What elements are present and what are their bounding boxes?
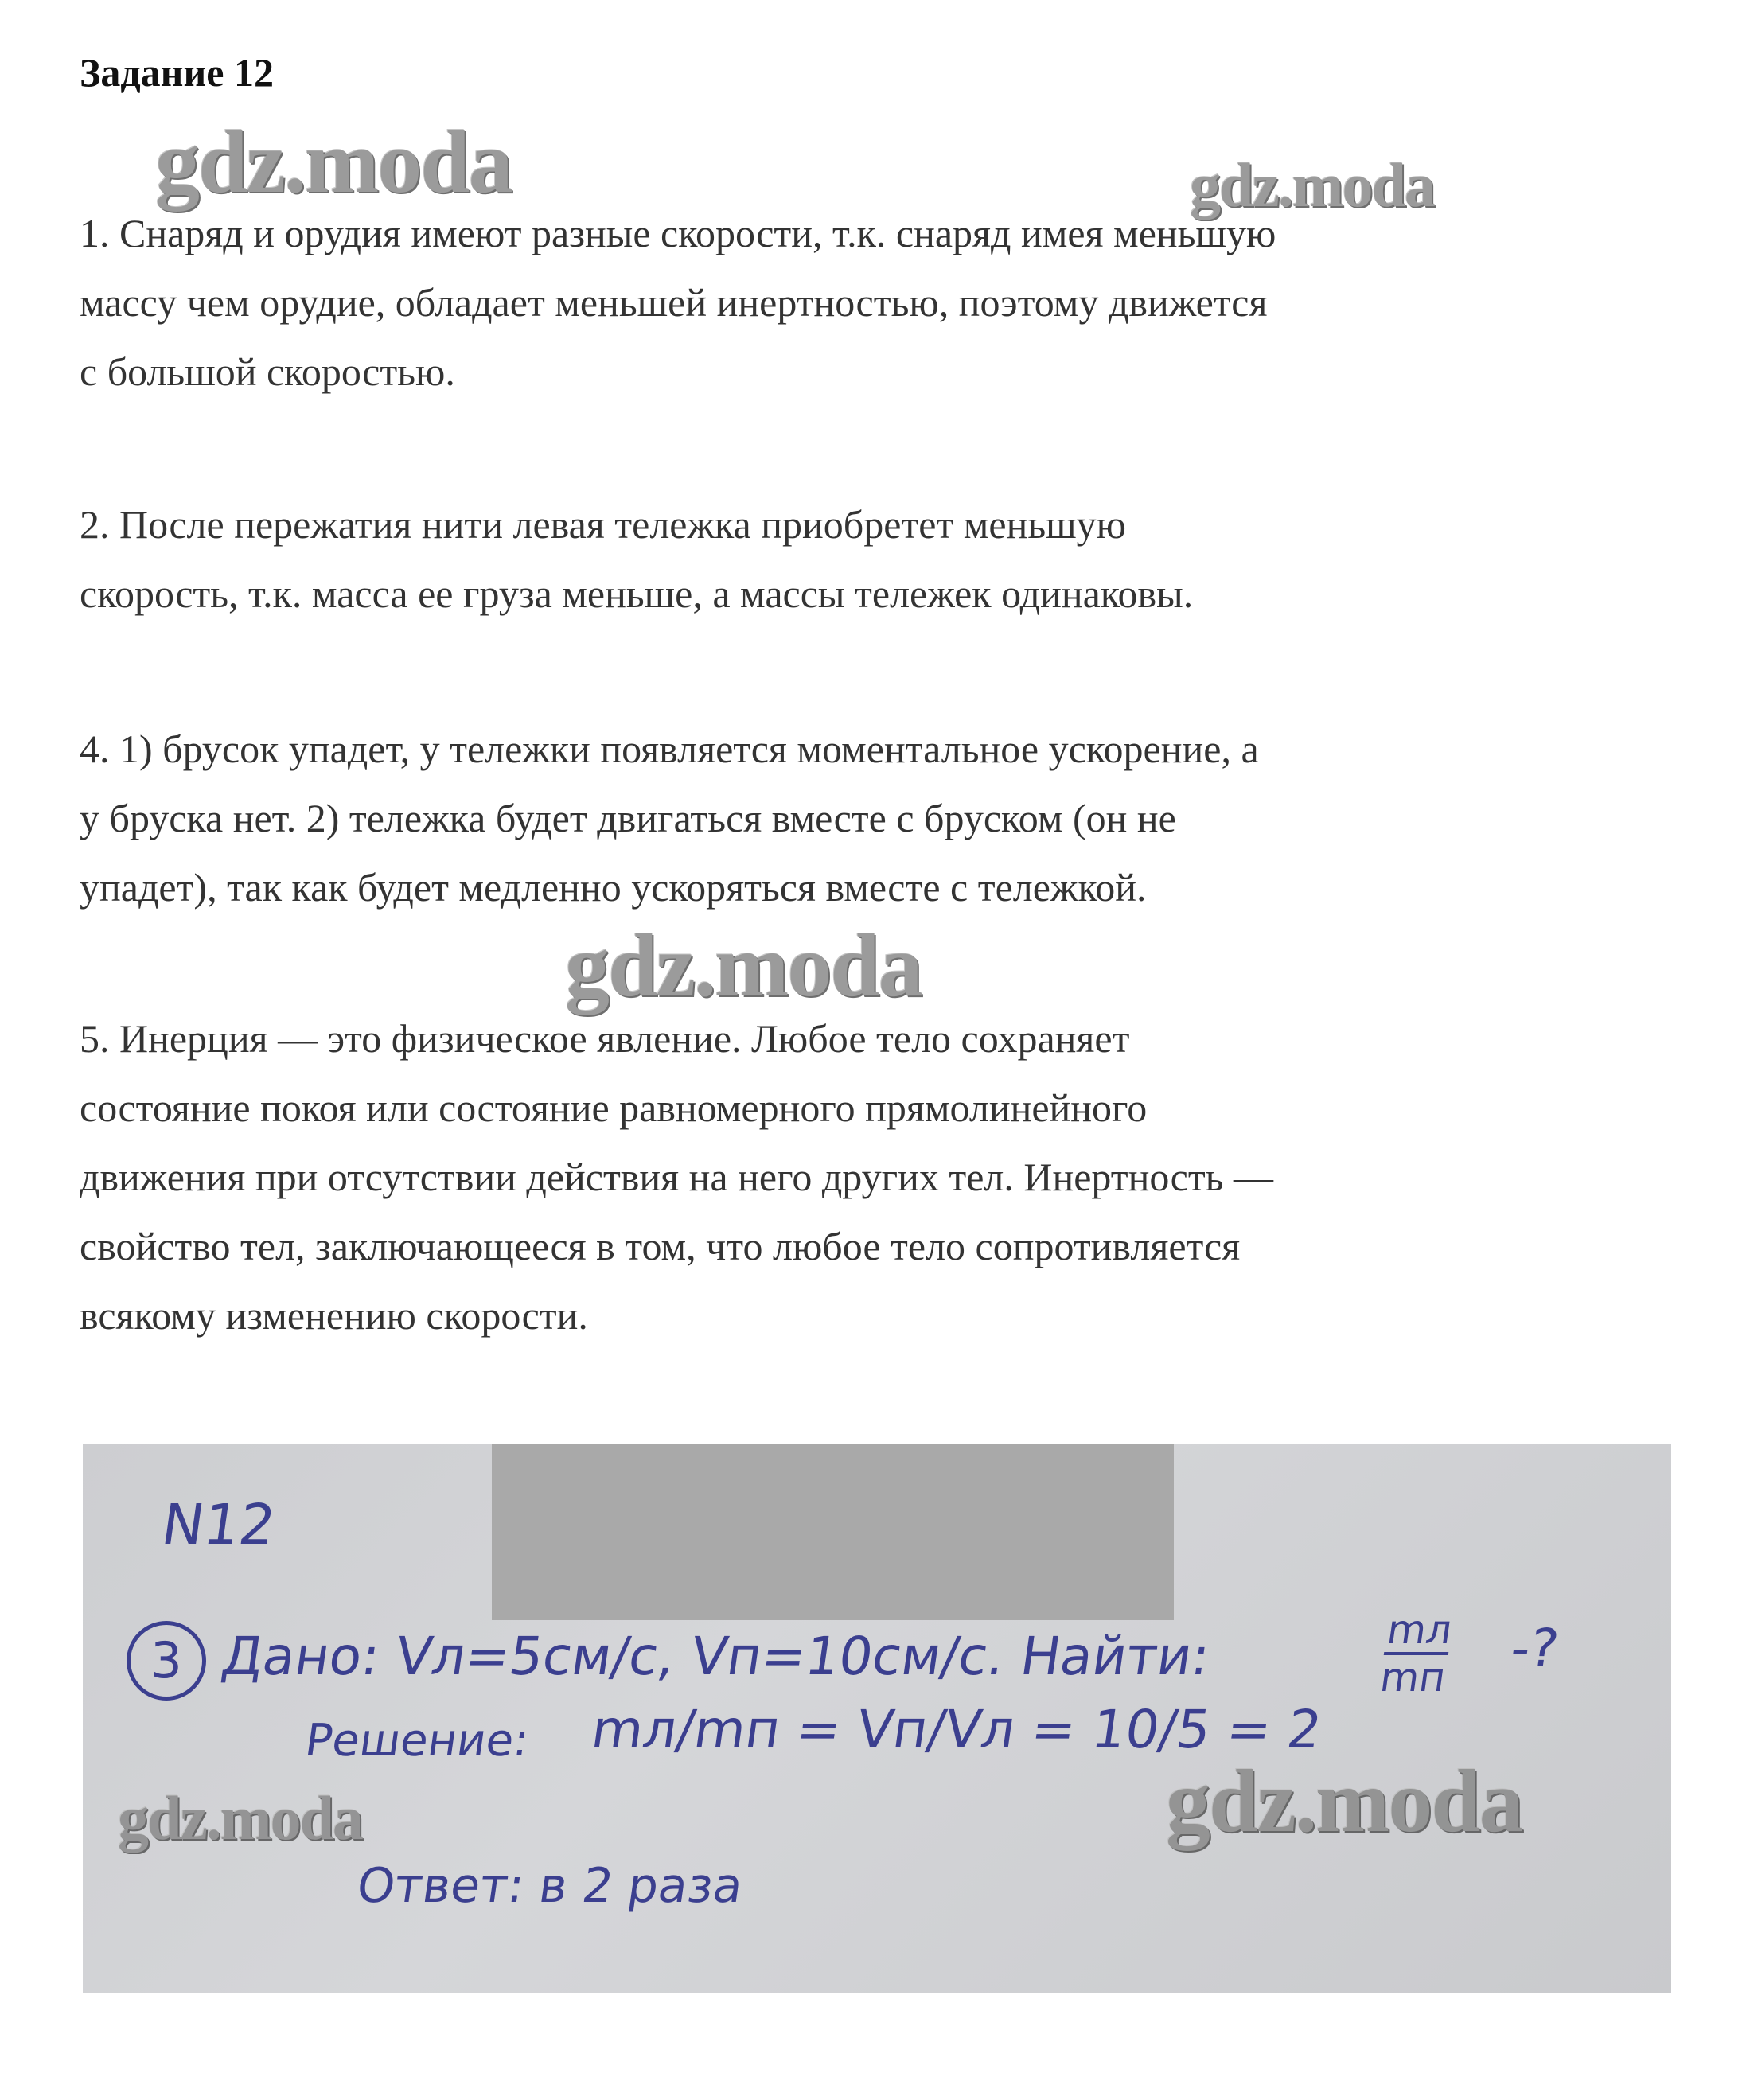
text-line: 2. После пережатия нити левая тележка приобретет меньшую xyxy=(80,502,1127,547)
text-line: скорость, т.к. масса ее груза меньше, а массы тележек одинаковы. xyxy=(80,571,1194,616)
watermark: gdz.moda xyxy=(118,1783,362,1853)
text-line: 4. 1) брусок упадет, у тележки появляется моментальное ускорение, а xyxy=(80,727,1259,771)
text-line: с большой скоростью. xyxy=(80,349,455,394)
find-fraction xyxy=(1378,1607,1456,1700)
text-line: массу чем орудие, обладает меньшей инертностью, поэтому движется xyxy=(80,280,1268,325)
fraction-denominator: mп xyxy=(1378,1652,1449,1700)
find-question: -? xyxy=(1506,1618,1563,1679)
text-line: свойство тел, заключающееся в том, что любое тело сопротивляется xyxy=(80,1224,1241,1268)
text-line: всякому изменению скорости. xyxy=(80,1293,588,1338)
watermark: gdz.moda xyxy=(1166,1752,1522,1851)
text-line: упадет), так как будет медленно ускоряться вместе с тележкой. xyxy=(80,865,1147,910)
answer-paragraph-1 xyxy=(80,199,1512,407)
answer-paragraph-2 xyxy=(80,490,1512,629)
text-line: движения при отсутствии действия на него других тел. Инертность — xyxy=(80,1155,1273,1199)
problem-number: N12 xyxy=(158,1492,280,1557)
task-number-circle: 3 xyxy=(127,1621,206,1701)
answer-paragraph-4 xyxy=(80,715,1512,922)
given-line: Дано: Vл=5см/с, Vп=10см/с. Найти: xyxy=(217,1626,1214,1687)
text-line: у бруска нет. 2) тележка будет двигаться вместе с бруском (он не xyxy=(80,796,1176,840)
handwritten-solution-photo xyxy=(83,1444,1671,1993)
redacted-area xyxy=(492,1444,1174,1620)
watermark: gdz.moda xyxy=(565,917,922,1015)
watermark: gdz.moda xyxy=(155,113,512,212)
text-line: 1. Снаряд и орудия имеют разные скорости, т.к. снаряд имея меньшую xyxy=(80,211,1276,255)
text-line: состояние покоя или состояние равномерного прямолинейного xyxy=(80,1085,1148,1130)
watermark: gdz.moda xyxy=(1190,150,1434,220)
text-line: 5. Инерция — это физическое явление. Любое тело сохраняет xyxy=(80,1016,1130,1061)
page-title: Задание 12 xyxy=(80,50,274,95)
solution-equation: mл/mп = Vп/Vл = 10/5 = 2 xyxy=(587,1699,1326,1760)
answer-paragraph-5 xyxy=(80,1004,1512,1350)
solution-label: Решение: xyxy=(302,1715,532,1767)
fraction-numerator: mл xyxy=(1384,1607,1456,1653)
answer-line: Ответ: в 2 раза xyxy=(353,1858,746,1914)
